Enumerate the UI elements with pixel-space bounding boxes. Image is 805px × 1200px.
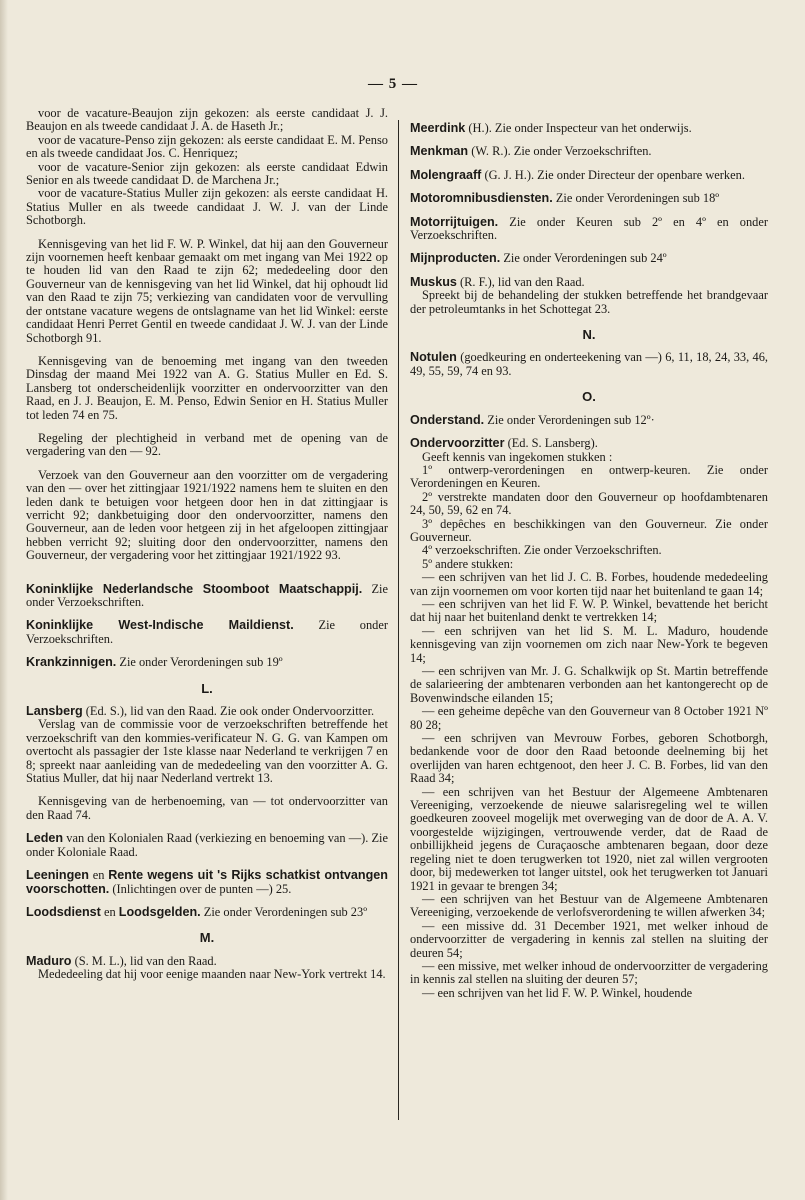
entry-text: (W. R.). Zie onder Verzoekschriften.	[471, 144, 652, 159]
entry-heading: Rente wegens uit 's Rijks schatkist ontvangen voorschotten.	[26, 868, 388, 896]
entry-heading: Mijnproducten.	[410, 251, 501, 266]
entry-text: Zie onder Verordeningen sub 12º·	[487, 412, 655, 427]
entry-heading: Motorrijtuigen.	[410, 214, 499, 229]
entry-heading: Maduro	[26, 953, 72, 968]
entry-heading: Ondervoorzitter	[410, 436, 505, 451]
entry-text: (goedkeuring en onderteekening van —) 6, 11, 18, 24, 33, 46, 49, 55, 59, 74 en 93.	[410, 350, 768, 378]
paragraph: Verzoek van den Gouverneur aan den voorzitter om de vergadering van den — over het zittingjaar 1921/1922 namens hem te sluiten en den leden dank te betuigen voor hetgeen door hen in dat zittingjaar is verricht 92; dankbetuiging door den ondervoorzitter, namens den Gouverneur, aan de leden voor hetgeen zij in het afgeloopen zittingjaar hebben verricht 92; sluiting door den ondervoorzitter, namens den Gouverneur, der vergadering voor het zittingjaar 1921/1922 93.	[26, 467, 388, 563]
index-entry	[410, 351, 768, 378]
entry-subtext: 5º andere stukken:	[422, 556, 514, 571]
entry-subtext: — een schrijven van het lid F. W. P. Winkel, bevattende het bericht dat hij naar het buitenland denkt te vertrekken 14;	[410, 596, 768, 625]
index-entry	[410, 169, 768, 182]
entry-text: (S. M. L.), lid van den Raad.	[74, 953, 217, 968]
entry-text: van den Kolonialen Raad (verkiezing en benoeming van —). Zie onder Koloniale Raad.	[26, 831, 389, 859]
entry-heading: Onderstand.	[410, 412, 485, 427]
index-entry	[410, 122, 768, 135]
entry-subtext: Verslag van de commissie voor de verzoekschriften betreffende het verzoekschrift van den kommies-verificateur N. G. G. van Kampen om overtocht als passagier der 1ste klasse naar Nederland te verkrijgen 7 en 8; spreekt naar aanleiding van de mededeeling van den voorzitter A. G. Statius Muller, dat hij naar Nederland vertrekt 13.	[26, 717, 388, 786]
entry-subtext: — een schrijven van het lid S. M. L. Maduro, houdende kennisgeving van zijn voornemen om zich naar New-York te begeven 14;	[410, 623, 768, 665]
index-entry	[26, 583, 388, 610]
right-column	[410, 122, 768, 1000]
entry-heading: Muskus	[410, 274, 457, 289]
index-entry	[26, 955, 388, 968]
column-divider	[398, 120, 399, 1120]
index-entry	[410, 145, 768, 158]
index-entry	[26, 656, 388, 669]
entry-heading: Koninklijke West-Indische Maildienst.	[26, 618, 294, 633]
entry-heading: Leeningen	[26, 868, 89, 883]
intro-line: voor de vacature-Senior zijn gekozen: als eerste candidaat Edwin Senior en als tweede candidaat D. de Marchena Jr.;	[26, 159, 388, 188]
entry-text: Zie onder Verordeningen sub 23º	[203, 904, 368, 919]
section-letter-n: N.	[582, 327, 596, 343]
page-edge-shadow	[0, 0, 8, 1200]
section-letter-m: M.	[199, 930, 215, 946]
entry-heading: Notulen	[410, 350, 457, 365]
entry-subtext: 3º depêches en beschikkingen van den Gouverneur. Zie onder Gouverneur.	[410, 516, 768, 544]
index-entry	[410, 216, 768, 243]
left-column	[26, 107, 388, 982]
index-entry	[410, 252, 768, 265]
entry-heading: Menkman	[410, 144, 469, 159]
ondervoorzitter-subentries	[410, 451, 768, 1001]
entry-heading: Motoromnibusdiensten.	[410, 191, 553, 206]
index-entry	[26, 906, 388, 919]
entry-text: Zie onder Verordeningen sub 24º	[503, 251, 667, 266]
entry-text: (Ed. S.), lid van den Raad. Zie ook onder Ondervoorzitter.	[85, 704, 375, 719]
index-entry	[410, 192, 768, 205]
entry-heading: Krankzinnigen.	[26, 655, 117, 670]
entry-connector: en	[103, 904, 116, 919]
index-entry	[410, 437, 768, 450]
entry-heading: Loodsdienst	[26, 904, 101, 919]
page-number: — 5 —	[368, 76, 418, 92]
paragraph: Regeling der plechtigheid in verband met de opening van de vergadering van den — 92.	[26, 430, 388, 459]
entry-text: Zie onder Verordeningen sub 19º	[119, 655, 283, 670]
intro-line: voor de vacature-Statius Muller zijn gekozen: als eerste candidaat H. Statius Muller en als tweede candidaat J. W. J. van der Linde Schotborgh.	[26, 186, 388, 228]
entry-text: Zie onder Verordeningen sub 18º	[555, 191, 720, 206]
intro-line: voor de vacature-Penso zijn gekozen: als eerste candidaat E. M. Penso en als tweede candidaat Jos. C. Henriquez;	[26, 132, 388, 161]
entry-text: Zie onder Verzoekschriften.	[26, 618, 388, 646]
entry-heading: Leden	[26, 831, 64, 846]
entry-subtext: — een schrijven van het lid J. C. B. Forbes, houdende mededeeling van zijn voornemen om voor korten tijd naar het buitenland te gaan 14;	[410, 570, 768, 598]
entry-text: (G. J. H.). Zie onder Directeur der openbare werken.	[484, 167, 745, 182]
entry-subtext: — een missive dd. 31 December 1921, met welker inhoud de ondervoorzitter de vergadering in kennis zal stellen na sluiting der deuren 54;	[410, 918, 768, 960]
intro-block	[26, 107, 388, 228]
entry-subtext: — een schrijven van het Bestuur der Algemeene Ambtenaren Vereeniging, verzoekende de nieuwe salarisregeling wel te willen goedkeuren zooveel mogelijk met overweging van de door de A. A. V. voorgestelde wijzigingen, vertrouwende verder, dat de Raad de onbillijkheid jegens de Curaçaosche ambtenaren begaan, door deze regeling niet te doen terugwerken tot 1920, niet zal willen vergrooten door, bij medewerken tot langer uitstel, ook het terugwerken tot Januari 1921 in gevaar te brengen 34;	[410, 784, 768, 893]
entry-text: Zie onder Verzoekschriften.	[26, 581, 388, 609]
entry-heading: Meerdink	[410, 121, 466, 135]
entry-subtext: — een schrijven van Mevrouw Forbes, geboren Schotborgh, bedankende voor de door den Raad betoonde deelneming bij het overlijden van haren echtgenoot, den heer J. C. B. Forbes, lid van den Raad 34;	[410, 731, 768, 786]
entry-heading: Loodsgelden.	[118, 904, 201, 919]
entry-text: (Ed. S. Lansberg).	[507, 436, 598, 451]
index-entry	[26, 619, 388, 646]
entry-text: (H.). Zie onder Inspecteur van het onderwijs.	[468, 121, 692, 135]
paragraph: Kennisgeving van de benoeming met ingang van den tweeden Dinsdag der maand Mei 1922 van A. G. Statius Muller en Ed. S. Lansberg tot onderscheidenlijk voorzitter en ondervoorzitter van den Raad, en J. J. Beaujon, E. M. Penso, Edwin Senior en H. Statius Muller tot leden 74 en 75.	[26, 353, 388, 422]
entry-text: (R. F.), lid van den Raad.	[460, 274, 585, 289]
section-letter-o: O.	[582, 389, 596, 405]
entry-heading: Koninklijke Nederlandsche Stoomboot Maatschappij.	[26, 581, 363, 596]
index-entry	[410, 276, 768, 289]
entry-subtext: Geeft kennis van ingekomen stukken :	[422, 449, 613, 464]
entry-subtext: — een schrijven van het Bestuur van de Algemeene Ambtenaren Vereeniging, verzoekende de verlofsverordening te willen afwerken 34;	[410, 891, 768, 920]
entry-subtext: Mededeeling dat hij voor eenige maanden naar New-York vertrekt 14.	[38, 967, 386, 982]
index-entry	[26, 832, 388, 859]
section-letter-l: L.	[201, 680, 213, 696]
entry-subtext: — een schrijven van het lid F. W. P. Winkel, houdende	[422, 985, 693, 1000]
index-entry	[26, 869, 388, 896]
entry-connector: en	[92, 868, 105, 883]
paragraph: Kennisgeving van het lid F. W. P. Winkel, dat hij aan den Gouverneur zijn voornemen heeft kenbaar gemaakt om met ingang van Mei 1922 op te houden lid van den Raad te zijn 62; mededeeling door den Gouverneur van de kennisgeving van het lid Winkel, dat hij ophoudt lid van den Raad te zijn 75; verkiezing van candidaten voor de vervulling der ontstane vacature wegens de ontslagname van het lid Winkel: eerste candidaat Henri Perret Gentil en tweede candidaat J. W. J. van der Linde Schotborgh 91.	[26, 236, 388, 345]
entry-subtext: — een geheime depêche van den Gouverneur van 8 October 1921 Nº 80 28;	[410, 704, 768, 732]
index-entry	[410, 414, 768, 427]
entry-heading: Molengraaff	[410, 167, 482, 182]
entry-subtext: 4º verzoekschriften. Zie onder Verzoekschriften.	[422, 543, 662, 558]
entry-subtext: Spreekt bij de behandeling der stukken betreffende het brandgevaar der petroleumtanks in het Schottegat 23.	[410, 288, 768, 316]
intro-line: voor de vacature-Beaujon zijn gekozen: als eerste candidaat J. J. Beaujon en als tweede candidaat J. A. de Haseth Jr.;	[26, 106, 388, 134]
entry-subtext: 1º ontwerp-verordeningen en ontwerp-keuren. Zie onder Verordeningen en Keuren.	[410, 462, 768, 491]
index-entry	[26, 705, 388, 718]
entry-heading: Lansberg	[26, 704, 83, 719]
entry-subtext: — een schrijven van Mr. J. G. Schalkwijk op St. Martin betreffende de salarieering der ambtenaren verbonden aan het kantongerecht op de Bovenwindsche eilanden 15;	[410, 664, 768, 705]
entry-text: (Inlichtingen over de punten —) 25.	[112, 881, 292, 896]
entry-text: Zie onder Keuren sub 2º en 4º en onder Verzoekschriften.	[410, 214, 768, 243]
entry-subtext: — een missive, met welker inhoud de ondervoorzitter de vergadering in kennis zal stellen na sluiting der deuren 57;	[410, 958, 768, 987]
entry-subtext: Kennisgeving van de herbenoeming, van — tot ondervoorzitter van den Raad 74.	[26, 794, 388, 822]
entry-subtext: 2º verstrekte mandaten door den Gouverneur op hoofdambtenaren 24, 50, 59, 62 en 74.	[410, 489, 768, 518]
